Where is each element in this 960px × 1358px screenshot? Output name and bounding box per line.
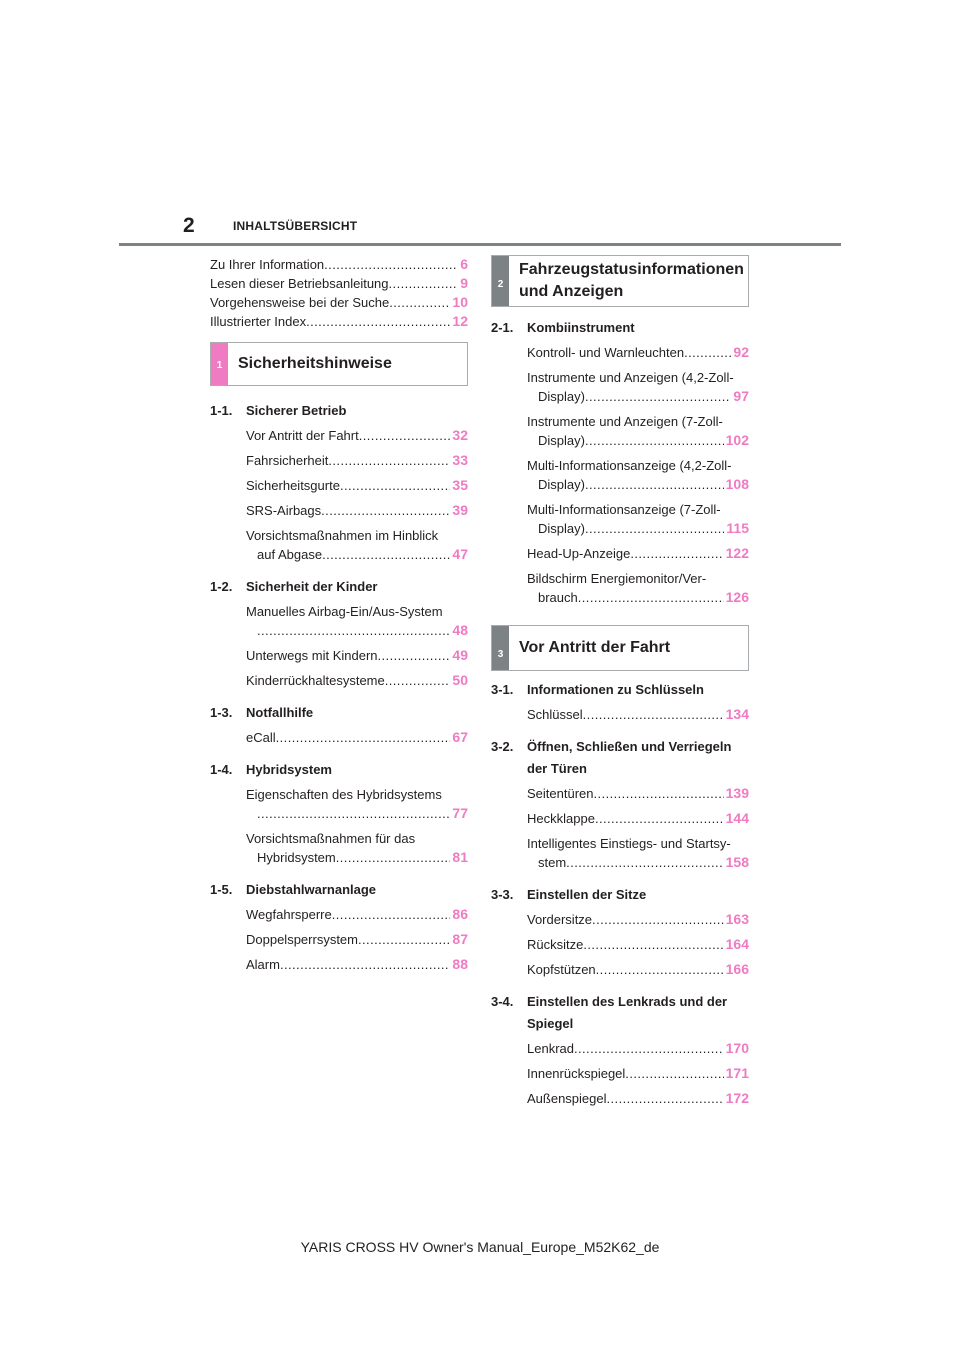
section-number: 1-5. xyxy=(210,882,233,897)
toc-entry[interactable] xyxy=(527,412,749,450)
section-number: 1-1. xyxy=(210,403,233,418)
toc-right-column xyxy=(491,255,749,1112)
section-title: Öffnen, Schließen und Verriegeln der Türen xyxy=(527,739,732,776)
section-heading[interactable] xyxy=(491,738,749,778)
entry-label: Eigenschaften des Hybridsystems xyxy=(246,787,442,802)
entry-label: Multi-Informationsanzeige (7-Zoll- xyxy=(527,502,721,517)
section-title: Sicherheit der Kinder xyxy=(246,579,378,594)
page-link[interactable]: 144 xyxy=(725,810,749,826)
toc-entry[interactable] xyxy=(527,935,749,954)
toc-entry[interactable] xyxy=(246,476,468,495)
toc-entry[interactable] xyxy=(246,526,468,564)
page-link[interactable]: 77 xyxy=(452,805,468,821)
section-number: 3-3. xyxy=(491,887,514,902)
section-number: 1-2. xyxy=(210,579,233,594)
intro-list xyxy=(210,255,468,331)
entry-label: Lenkrad xyxy=(527,1041,574,1056)
entry-label: Alarm xyxy=(246,957,280,972)
page-link[interactable]: 47 xyxy=(452,546,468,562)
entry-label: Wegfahrsperre xyxy=(246,907,332,922)
section-heading[interactable] xyxy=(210,761,468,779)
entry-label: Kontroll- und Warnleuchten xyxy=(527,345,685,360)
footer: YARIS CROSS HV Owner's Manual_Europe_M52K62_de xyxy=(300,1239,660,1255)
entry-label: Vorsichtsmaßnahmen für das xyxy=(246,831,416,846)
chapter-tab: 2 xyxy=(492,256,509,306)
entry-label: Heckklappe xyxy=(527,811,595,826)
toc-entry[interactable] xyxy=(527,569,749,607)
entry-label: Zu Ihrer Information xyxy=(210,257,325,272)
chapter-tab: 1 xyxy=(211,343,228,385)
chapter-title: Sicherheitshinweise xyxy=(238,355,392,372)
entry-label: Sicherheitsgurte xyxy=(246,478,340,493)
section-heading[interactable] xyxy=(210,881,468,899)
chapter-sections xyxy=(210,402,468,978)
toc-entry[interactable] xyxy=(246,785,468,823)
chapter-tab: 3 xyxy=(492,626,509,670)
section-number: 2-1. xyxy=(491,320,514,335)
page-link[interactable]: 139 xyxy=(725,785,749,801)
page-link[interactable]: 172 xyxy=(725,1090,749,1106)
header-divider xyxy=(119,243,841,246)
toc-entry[interactable] xyxy=(527,456,749,494)
page-link[interactable]: 158 xyxy=(725,854,749,870)
section-title: Informationen zu Schlüsseln xyxy=(527,682,704,697)
section-heading[interactable] xyxy=(210,578,468,596)
entry-label: Display) xyxy=(538,477,585,492)
section-heading[interactable] xyxy=(210,704,468,722)
toc-entry[interactable] xyxy=(527,1039,749,1058)
entry-label: Illustrierter Index xyxy=(210,314,307,329)
page-link[interactable]: 92 xyxy=(733,344,749,360)
page-link[interactable]: 164 xyxy=(725,936,749,952)
entry-label: Innenrückspiegel xyxy=(527,1066,626,1081)
toc-entry[interactable] xyxy=(527,1064,749,1083)
entry-label: Intelligentes Einstiegs- und Startsy- xyxy=(527,836,731,851)
toc-left-column xyxy=(210,255,468,978)
entry-label: Vor Antritt der Fahrt xyxy=(246,428,359,443)
entry-label: stem xyxy=(538,855,567,870)
toc-entry[interactable] xyxy=(246,671,468,690)
chapter-heading-3[interactable] xyxy=(491,625,749,671)
entry-label: Doppelsperrsystem xyxy=(246,932,358,947)
entry-label: Kinderrückhaltesysteme xyxy=(246,673,385,688)
section-heading[interactable] xyxy=(491,319,749,337)
page-link[interactable]: 32 xyxy=(452,427,468,443)
page-link[interactable]: 6 xyxy=(460,256,468,272)
entry-label: Display) xyxy=(538,433,585,448)
section-title: Diebstahlwarnanlage xyxy=(246,882,377,897)
chapter-sections xyxy=(491,319,749,611)
entry-label: Bildschirm Energiemonitor/Ver- xyxy=(527,571,707,586)
entry-label: Seitentüren xyxy=(527,786,594,801)
entry-label: Vorgehensweise bei der Suche xyxy=(210,295,390,310)
section-title: Sicherer Betrieb xyxy=(246,403,347,418)
section-number: 3-4. xyxy=(491,994,514,1009)
entry-label: Hybridsystem xyxy=(257,850,336,865)
chapter-sections xyxy=(491,681,749,1112)
toc-entry[interactable] xyxy=(246,426,468,445)
toc-entry[interactable] xyxy=(527,343,749,362)
page-link[interactable]: 81 xyxy=(452,849,468,865)
page-link[interactable]: 48 xyxy=(452,622,468,638)
toc-entry[interactable] xyxy=(210,274,468,293)
toc-entry[interactable] xyxy=(527,910,749,929)
toc-entry[interactable] xyxy=(246,905,468,924)
page-link[interactable]: 170 xyxy=(725,1040,749,1056)
section-header: INHALTSÜBERSICHT xyxy=(233,219,358,233)
entry-label: Instrumente und Anzeigen (7-Zoll- xyxy=(527,414,723,429)
entry-label: Fahrsicherheit xyxy=(246,453,329,468)
page-link[interactable]: 67 xyxy=(452,729,468,745)
toc-entry[interactable] xyxy=(246,955,468,974)
entry-label: Multi-Informationsanzeige (4,2-Zoll- xyxy=(527,458,732,473)
entry-label: SRS-Airbags xyxy=(246,503,322,518)
page-link[interactable]: 86 xyxy=(452,906,468,922)
entry-label: auf Abgase xyxy=(257,547,323,562)
page-link[interactable]: 163 xyxy=(725,911,749,927)
chapter-title: Vor Antritt der Fahrt xyxy=(519,639,671,656)
toc-entry[interactable] xyxy=(527,1089,749,1108)
entry-label: brauch xyxy=(538,590,578,605)
entry-label: Schlüssel xyxy=(527,707,583,722)
chapter-heading-2[interactable] xyxy=(491,255,749,307)
toc-entry[interactable] xyxy=(527,368,749,406)
toc-entry[interactable] xyxy=(246,602,468,640)
page-link[interactable]: 102 xyxy=(725,432,749,448)
entry-label: Head-Up-Anzeige xyxy=(527,546,631,561)
page-link[interactable]: 122 xyxy=(725,545,749,561)
page-link[interactable]: 171 xyxy=(725,1065,749,1081)
section-number: 1-3. xyxy=(210,705,233,720)
toc-entry[interactable] xyxy=(210,255,468,274)
page-number: 2 xyxy=(183,214,195,237)
entry-label: Instrumente und Anzeigen (4,2-Zoll- xyxy=(527,370,734,385)
section-title: Notfallhilfe xyxy=(246,705,314,720)
toc-entry[interactable] xyxy=(527,500,749,538)
page-link[interactable]: 134 xyxy=(725,706,749,722)
section-heading[interactable] xyxy=(210,402,468,420)
page-link[interactable]: 97 xyxy=(733,388,749,404)
toc-entry[interactable] xyxy=(246,501,468,520)
entry-label: Lesen dieser Betriebsanleitung xyxy=(210,276,389,291)
page-link[interactable]: 12 xyxy=(452,313,468,329)
page-link[interactable]: 39 xyxy=(452,502,468,518)
section-heading[interactable] xyxy=(491,681,749,699)
chapter-heading-1[interactable] xyxy=(210,342,468,386)
entry-label: Display) xyxy=(538,389,585,404)
toc-entry[interactable] xyxy=(527,960,749,979)
toc-entry[interactable] xyxy=(246,930,468,949)
section-title: Einstellen der Sitze xyxy=(527,887,647,902)
toc-entry[interactable] xyxy=(246,829,468,867)
section-heading[interactable] xyxy=(491,886,749,904)
page-link[interactable]: 9 xyxy=(460,275,468,291)
entry-label: eCall xyxy=(246,730,276,745)
page-link[interactable]: 88 xyxy=(452,956,468,972)
toc-entry[interactable] xyxy=(527,544,749,563)
section-heading[interactable] xyxy=(491,993,749,1033)
entry-label: Rücksitze xyxy=(527,937,584,952)
toc-entry[interactable] xyxy=(527,809,749,828)
page-link[interactable]: 126 xyxy=(725,589,749,605)
toc-entry[interactable] xyxy=(210,312,468,331)
entry-label: Manuelles Airbag-Ein/Aus-System xyxy=(246,604,443,619)
page-link[interactable]: 49 xyxy=(452,647,468,663)
toc-entry[interactable] xyxy=(527,705,749,724)
section-number: 3-2. xyxy=(491,739,514,754)
toc-entry[interactable] xyxy=(210,293,468,312)
page-link[interactable]: 35 xyxy=(452,477,468,493)
entry-label: Vordersitze xyxy=(527,912,593,927)
entry-label: Außenspiegel xyxy=(527,1091,607,1106)
section-number: 3-1. xyxy=(491,682,514,697)
section-title: Kombiinstrument xyxy=(527,320,635,335)
chapter-title: Fahrzeugstatusinformationen und Anzeigen xyxy=(519,261,744,300)
entry-label: Unterwegs mit Kindern xyxy=(246,648,378,663)
entry-label: Display) xyxy=(538,521,585,536)
page-link[interactable]: 115 xyxy=(726,520,749,536)
toc-entry[interactable] xyxy=(246,646,468,665)
toc-entry[interactable] xyxy=(527,784,749,803)
page-link[interactable]: 108 xyxy=(725,476,749,492)
page-link[interactable]: 10 xyxy=(452,294,468,310)
section-title: Einstellen des Lenkrads und der Spiegel xyxy=(527,994,728,1031)
page-link[interactable]: 50 xyxy=(452,672,468,688)
entry-label: Vorsichtsmaßnahmen im Hinblick xyxy=(246,528,439,543)
section-number: 1-4. xyxy=(210,762,233,777)
entry-label: Kopfstützen xyxy=(527,962,596,977)
page-link[interactable]: 33 xyxy=(452,452,468,468)
toc-entry[interactable] xyxy=(527,834,749,872)
section-title: Hybridsystem xyxy=(246,762,332,777)
toc-entry[interactable] xyxy=(246,451,468,470)
toc-entry[interactable] xyxy=(246,728,468,747)
page-link[interactable]: 166 xyxy=(725,961,749,977)
page-link[interactable]: 87 xyxy=(452,931,468,947)
